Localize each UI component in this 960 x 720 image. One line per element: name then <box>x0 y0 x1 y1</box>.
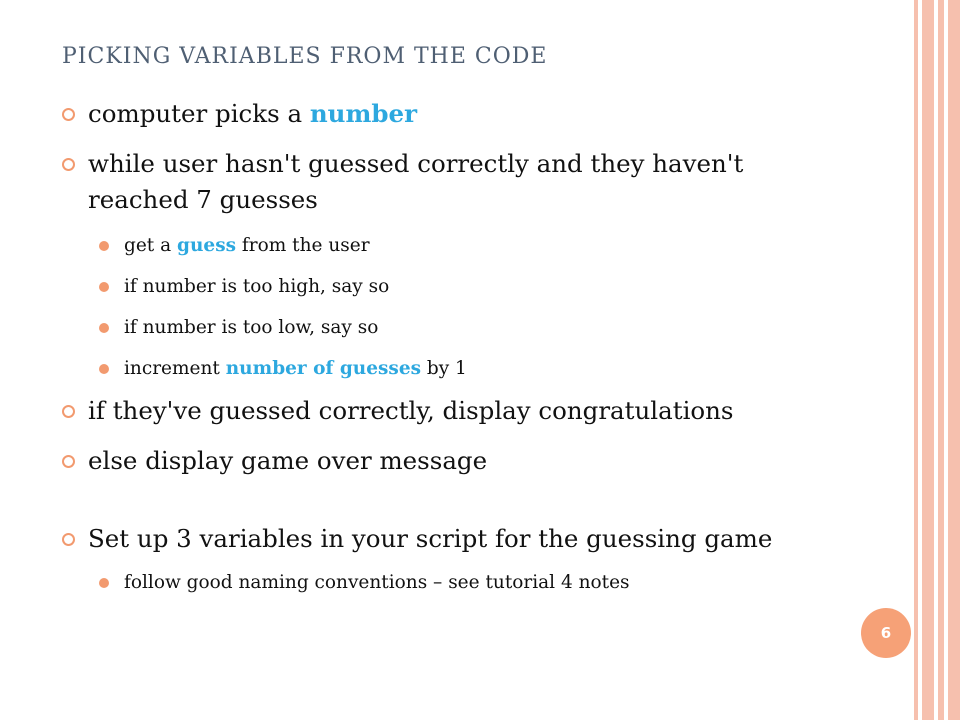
ring-bullet-icon <box>62 158 75 171</box>
decorative-stripes <box>914 0 960 720</box>
bullet-text: get a <box>124 235 178 256</box>
bullet-item <box>62 96 822 132</box>
stripe <box>948 0 960 720</box>
stripe <box>938 0 944 720</box>
bullet-text: increment <box>124 358 226 379</box>
bullet-item <box>62 443 822 479</box>
ring-bullet-icon <box>62 405 75 418</box>
sub-bullet-item <box>62 234 822 258</box>
slide-title: PICKING VARIABLES FROM THE CODE <box>62 44 548 69</box>
bullet-item <box>62 393 822 429</box>
ring-bullet-icon <box>62 108 75 121</box>
dot-bullet-icon <box>99 241 109 251</box>
bullet-text: follow good naming conventions – see tutorial 4 notes <box>124 572 630 593</box>
bullet-item <box>62 146 822 218</box>
bullet-text: Set up 3 variables in your script for the guessing game <box>88 524 773 553</box>
dot-bullet-icon <box>99 364 109 374</box>
sub-bullet-item <box>62 571 822 595</box>
bullet-list <box>62 90 822 595</box>
bullet-text: while user hasn't guessed correctly and they haven't reached 7 guesses <box>88 149 744 214</box>
dot-bullet-icon <box>99 323 109 333</box>
bullet-text: by 1 <box>421 358 467 379</box>
bullet-text: computer picks a <box>88 99 310 128</box>
bullet-text: if number is too high, say so <box>124 276 390 297</box>
bullet-text: if they've guessed correctly, display congratulations <box>88 396 734 425</box>
bullet-text: else display game over message <box>88 446 488 475</box>
dot-bullet-icon <box>99 282 109 292</box>
page-number-badge: 6 <box>861 608 911 658</box>
sub-bullet-item <box>62 316 822 340</box>
ring-bullet-icon <box>62 533 75 546</box>
stripe <box>922 0 934 720</box>
ring-bullet-icon <box>62 455 75 468</box>
highlighted-term: number of guesses <box>225 358 421 379</box>
sub-bullet-item <box>62 357 822 381</box>
stripe <box>914 0 918 720</box>
highlighted-term: number <box>309 99 418 128</box>
sub-bullet-item <box>62 275 822 299</box>
bullet-text: from the user <box>236 235 370 256</box>
bullet-text: if number is too low, say so <box>124 317 379 338</box>
dot-bullet-icon <box>99 578 109 588</box>
highlighted-term: guess <box>177 235 237 256</box>
bullet-item <box>62 521 822 557</box>
